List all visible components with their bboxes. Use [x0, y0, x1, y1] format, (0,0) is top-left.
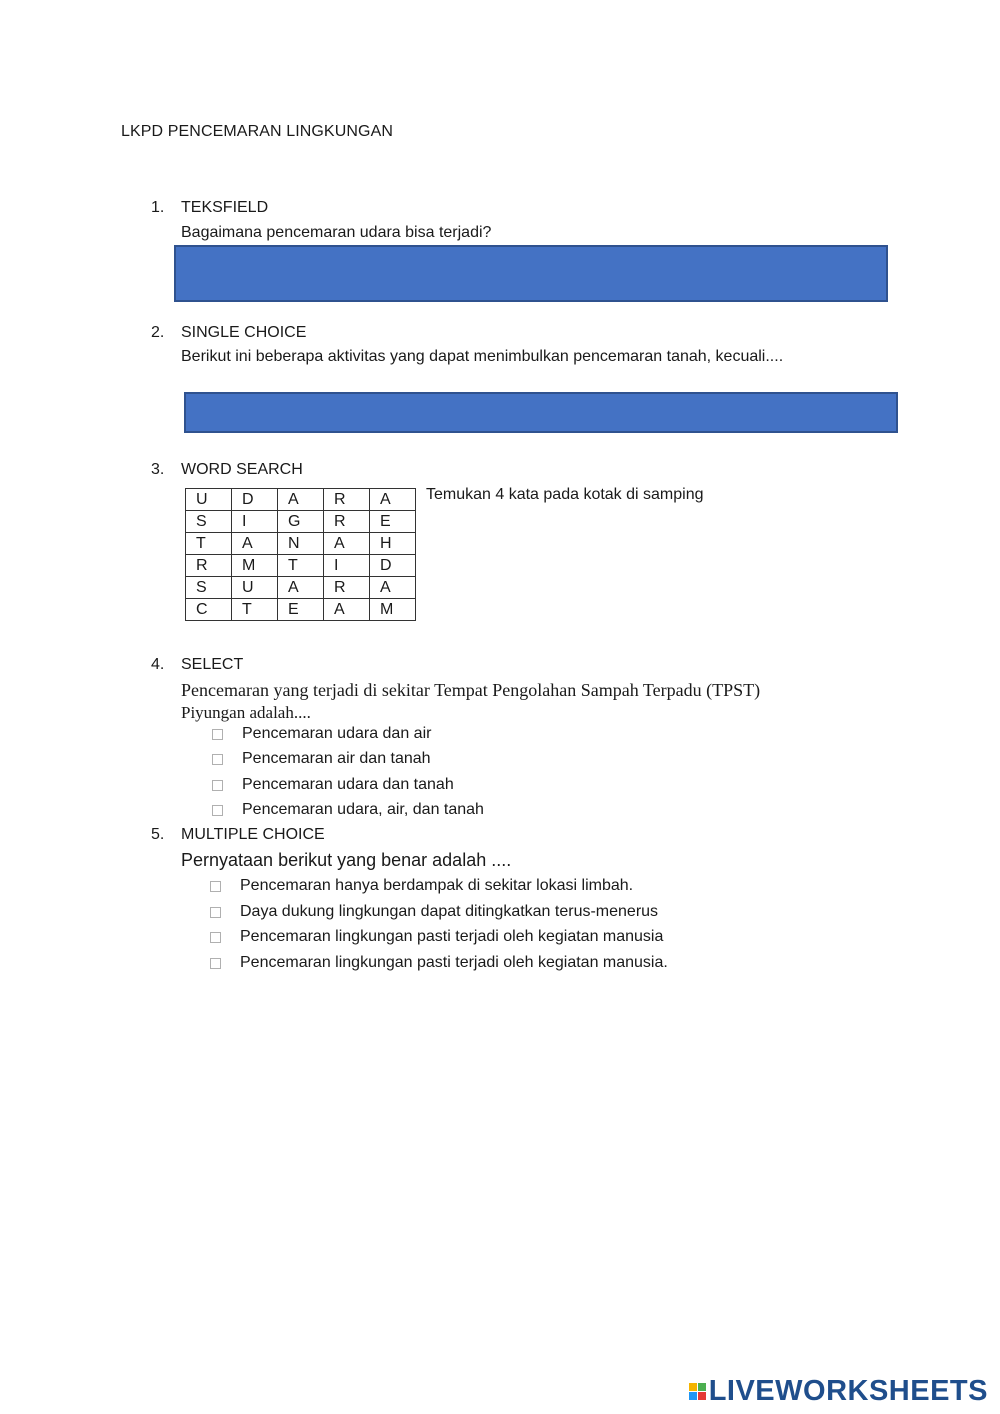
grid-cell[interactable]: G [278, 511, 324, 533]
grid-cell[interactable]: U [232, 577, 278, 599]
grid-cell[interactable]: H [370, 533, 416, 555]
grid-cell[interactable]: E [278, 599, 324, 621]
select-option[interactable] [212, 725, 431, 743]
grid-cell[interactable]: R [324, 511, 370, 533]
grid-cell[interactable]: A [232, 533, 278, 555]
question-5-number: 5. [151, 826, 165, 843]
option-label: Pencemaran udara dan air [242, 725, 432, 742]
option-label: Pencemaran air dan tanah [242, 750, 431, 767]
grid-cell[interactable]: A [370, 489, 416, 511]
grid-cell[interactable]: A [370, 577, 416, 599]
grid-cell[interactable]: E [370, 511, 416, 533]
option-label: Pencemaran hanya berdampak di sekitar lokasi limbah. [240, 877, 634, 894]
question-4-type: SELECT [181, 656, 244, 673]
question-2-number: 2. [151, 324, 165, 341]
grid-cell[interactable]: T [278, 555, 324, 577]
option-label: Pencemaran udara dan tanah [242, 776, 454, 793]
question-4-number: 4. [151, 656, 165, 673]
multiple-choice-option[interactable] [210, 954, 668, 972]
grid-row [186, 577, 416, 599]
grid-cell[interactable]: D [232, 489, 278, 511]
grid-cell[interactable]: A [278, 577, 324, 599]
question-3-type: WORD SEARCH [181, 461, 303, 478]
grid-cell[interactable]: M [370, 599, 416, 621]
question-2-type: SINGLE CHOICE [181, 324, 307, 341]
question-3-instruction: Temukan 4 kata pada kotak di samping [426, 486, 704, 503]
multiple-choice-option[interactable] [210, 903, 658, 921]
checkbox-icon[interactable] [212, 729, 223, 740]
multiple-choice-option[interactable] [210, 877, 633, 895]
word-search-grid[interactable] [185, 488, 416, 621]
option-label: Pencemaran udara, air, dan tanah [242, 801, 484, 818]
checkbox-icon[interactable] [210, 932, 221, 943]
grid-cell[interactable]: M [232, 555, 278, 577]
grid-cell[interactable]: R [324, 489, 370, 511]
select-option[interactable] [212, 801, 484, 819]
grid-cell[interactable]: A [324, 599, 370, 621]
grid-cell[interactable]: R [186, 555, 232, 577]
grid-cell[interactable]: A [324, 533, 370, 555]
select-option[interactable] [212, 776, 454, 794]
grid-cell[interactable]: T [186, 533, 232, 555]
grid-row [186, 533, 416, 555]
grid-cell[interactable]: I [324, 555, 370, 577]
grid-cell[interactable]: A [278, 489, 324, 511]
question-3-number: 3. [151, 461, 165, 478]
grid-cell[interactable]: I [232, 511, 278, 533]
option-label: Pencemaran lingkungan pasti terjadi oleh kegiatan manusia [240, 928, 664, 945]
checkbox-icon[interactable] [210, 958, 221, 969]
question-5-text: Pernyataan berikut yang benar adalah .... [181, 850, 512, 870]
grid-row [186, 555, 416, 577]
question-4-text-line1: Pencemaran yang terjadi di sekitar Tempat Pengolahan Sampah Terpadu (TPST) [181, 680, 761, 700]
grid-cell[interactable]: U [186, 489, 232, 511]
brand-text: LIVEWORKSHEETS [708, 1375, 988, 1407]
question-1-type: TEKSFIELD [181, 199, 269, 216]
grid-row [186, 599, 416, 621]
checkbox-icon[interactable] [210, 907, 221, 918]
grid-cell[interactable]: D [370, 555, 416, 577]
question-4-text-line2: Piyungan adalah.... [181, 703, 311, 722]
question-1-number: 1. [151, 199, 165, 216]
question-1-answer-field[interactable] [174, 245, 888, 302]
grid-cell[interactable]: S [186, 577, 232, 599]
select-option[interactable] [212, 750, 431, 768]
grid-cell[interactable]: N [278, 533, 324, 555]
question-1-text: Bagaimana pencemaran udara bisa terjadi? [181, 224, 492, 241]
grid-row [186, 511, 416, 533]
checkbox-icon[interactable] [212, 754, 223, 765]
option-label: Pencemaran lingkungan pasti terjadi oleh kegiatan manusia. [240, 954, 668, 971]
question-2-text: Berikut ini beberapa aktivitas yang dapat menimbulkan pencemaran tanah, kecuali.... [181, 348, 784, 365]
multiple-choice-option[interactable] [210, 928, 663, 946]
grid-row [186, 489, 416, 511]
grid-cell[interactable]: S [186, 511, 232, 533]
page-title: LKPD PENCEMARAN LINGKUNGAN [121, 123, 393, 140]
option-label: Daya dukung lingkungan dapat ditingkatkan terus-menerus [240, 903, 659, 920]
checkbox-icon[interactable] [210, 881, 221, 892]
grid-cell[interactable]: T [232, 599, 278, 621]
logo-mark-icon [689, 1383, 706, 1400]
grid-cell[interactable]: C [186, 599, 232, 621]
question-5-type: MULTIPLE CHOICE [181, 826, 325, 843]
grid-cell[interactable]: R [324, 577, 370, 599]
liveworksheets-logo [689, 1375, 988, 1408]
question-2-answer-dropdown[interactable] [184, 392, 898, 433]
checkbox-icon[interactable] [212, 780, 223, 791]
checkbox-icon[interactable] [212, 805, 223, 816]
